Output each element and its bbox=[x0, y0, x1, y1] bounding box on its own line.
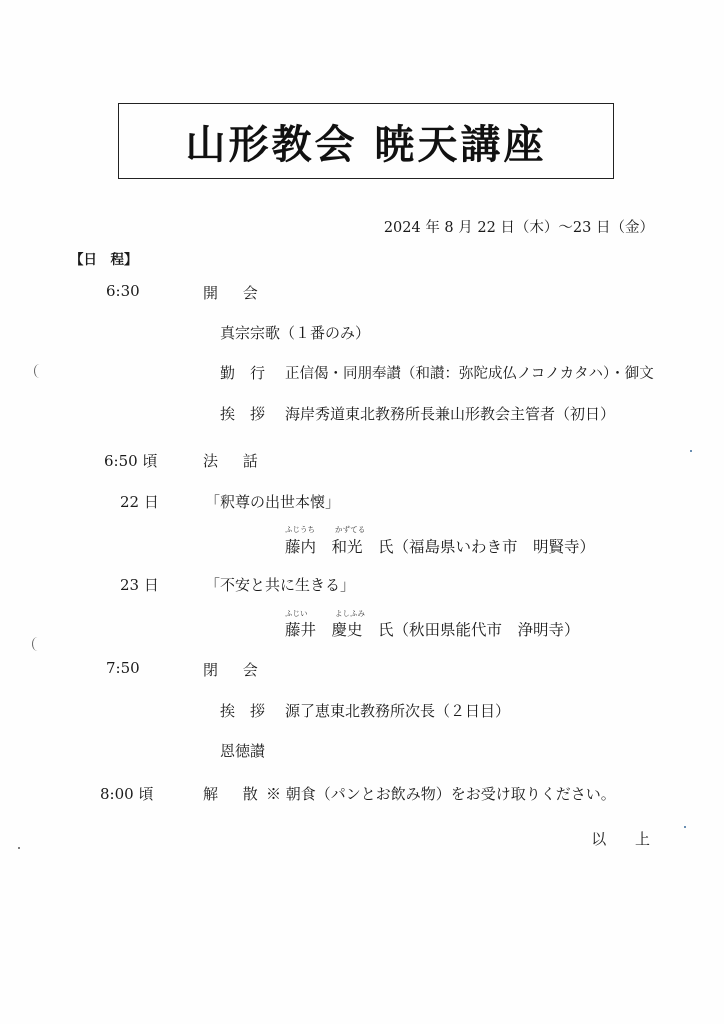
schedule-label: 【日 程】 bbox=[70, 252, 138, 268]
dismissal-note: ※ 朝食（パンとお飲み物）をお受け取りください。 bbox=[266, 785, 616, 803]
closing-greeting-text: 源了恵東北教務所次長（２日目） bbox=[285, 702, 511, 720]
scan-speck bbox=[18, 847, 20, 849]
greeting-label: 挨 拶 bbox=[220, 405, 266, 423]
closing-time: 7:50 bbox=[106, 659, 140, 677]
speaker-day2: 藤井 慶史 氏（秋田県能代市 浄明寺） bbox=[285, 621, 580, 639]
talk-day1: 22 日 bbox=[120, 493, 159, 511]
closing-greeting-label: 挨 拶 bbox=[220, 702, 266, 720]
closing-hymn: 恩徳讃 bbox=[220, 742, 266, 760]
ruby-surname-day1: ふじうち bbox=[285, 525, 315, 534]
dismissal-time: 8:00 頃 bbox=[100, 785, 154, 803]
event-date: 2024 年 8 月 22 日（木）～23 日（金） bbox=[383, 220, 654, 236]
scan-speck bbox=[684, 826, 686, 828]
service-text: 正信偈・同朋奉讃（和讃：弥陀成仏ノコノカタハ）・御文 bbox=[285, 366, 654, 382]
speaker-day1: 藤内 和光 氏（福島県いわき市 明賢寺） bbox=[285, 538, 596, 556]
ruby-given-day1: かずてる bbox=[335, 525, 366, 534]
closing-mark: 以 上 bbox=[591, 830, 662, 848]
ruby-surname-day2: ふじい bbox=[285, 609, 308, 618]
page-title: 山形教会 暁天講座 bbox=[185, 120, 547, 168]
dismissal-heading: 解 散 bbox=[203, 785, 268, 803]
ruby-given-day2: よしふみ bbox=[335, 609, 365, 618]
talk-heading: 法 話 bbox=[203, 452, 268, 470]
opening-time: 6:30 bbox=[106, 282, 140, 300]
greeting-text: 海岸秀道東北教務所長兼山形教会主管者（初日） bbox=[285, 405, 616, 423]
binding-hole-mark bbox=[34, 364, 45, 378]
binding-hole-mark bbox=[32, 637, 43, 651]
title-box bbox=[118, 103, 614, 179]
opening-heading: 開 会 bbox=[203, 284, 268, 302]
talk-day2: 23 日 bbox=[120, 576, 159, 594]
service-label: 勤 行 bbox=[220, 364, 266, 382]
closing-heading: 閉 会 bbox=[203, 661, 268, 679]
talk-title-day2: 「不安と共に生きる」 bbox=[205, 576, 356, 594]
opening-song: 真宗宗歌（１番のみ） bbox=[220, 324, 371, 342]
scan-speck bbox=[690, 450, 692, 452]
talk-time: 6:50 頃 bbox=[104, 452, 158, 470]
talk-title-day1: 「釈尊の出世本懐」 bbox=[205, 493, 341, 511]
